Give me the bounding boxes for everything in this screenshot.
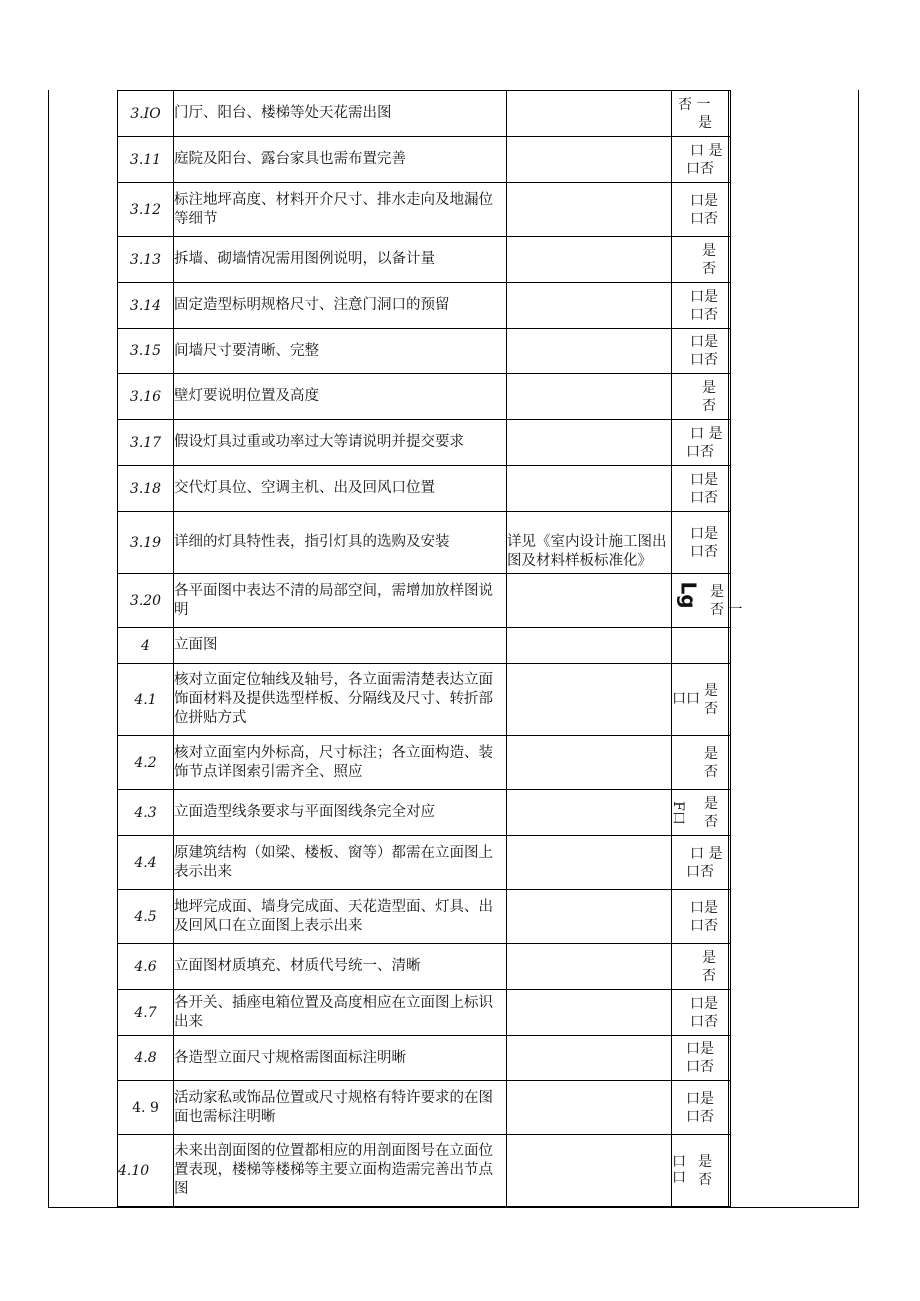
check-text: 口否 (690, 306, 718, 323)
check-text: 口否 (690, 489, 718, 506)
item-description: 门厅、阳台、楼梯等处天花需出图 (174, 91, 507, 137)
checklist-row (118, 329, 731, 374)
checklist-row (118, 420, 731, 466)
item-number: 4.2 (118, 736, 174, 790)
item-remark (507, 836, 672, 890)
item-number: 3.19 (118, 512, 174, 574)
check-text: 否 (702, 967, 716, 984)
checklist-row (118, 183, 731, 237)
check-text: 口否 (690, 210, 718, 227)
item-remark (507, 1135, 672, 1207)
check-text: 口是 (686, 1090, 714, 1107)
check-text: 口否 (686, 863, 714, 880)
check-text: 口是 (690, 471, 718, 488)
check-text: 口否 (686, 443, 714, 460)
item-number: 4.4 (118, 836, 174, 890)
item-number: 4 (118, 628, 174, 664)
item-description: 核对立面定位轴线及轴号，各立面需清楚表达立面饰面材料及提供选型样板、分隔线及尺寸、转折部位拼贴方式 (174, 664, 507, 736)
item-remark (507, 420, 672, 466)
item-remark (507, 374, 672, 420)
yes-no-checkbox[interactable] (672, 1081, 729, 1135)
item-number: 4.5 (118, 890, 174, 944)
item-remark: 详见《室内设计施工图出图及材料样板标准化》 (507, 512, 672, 574)
check-text: 口否 (690, 1013, 718, 1030)
item-number: 3.14 (118, 283, 174, 329)
item-number: 4.8 (118, 1036, 174, 1081)
item-remark (507, 237, 672, 283)
check-text: 否 一 (710, 601, 743, 618)
item-number: 3.17 (118, 420, 174, 466)
item-description: 间墙尺寸要清晰、完整 (174, 329, 507, 374)
check-text: 否 (698, 1171, 712, 1188)
checklist-row (118, 790, 731, 836)
yes-no-checkbox[interactable] (672, 329, 729, 374)
yes-no-checkbox[interactable] (672, 283, 729, 329)
yes-no-checkbox[interactable] (672, 137, 729, 183)
item-description: 固定造型标明规格尺寸、注意门洞口的预留 (174, 283, 507, 329)
yes-no-checkbox[interactable] (672, 512, 729, 574)
item-number: 3.18 (118, 466, 174, 512)
item-remark (507, 990, 672, 1036)
review-checklist-table (117, 90, 743, 1207)
item-number: 3.15 (118, 329, 174, 374)
check-text: 口否 (686, 1108, 714, 1125)
check-text: 口口 (672, 691, 700, 707)
yes-no-checkbox[interactable] (672, 836, 729, 890)
check-text: 口是 (690, 995, 718, 1012)
checklist-row (118, 990, 731, 1036)
item-description: 各平面图中表达不清的局部空间，需增加放样图说明 (174, 574, 507, 628)
checklist-row (118, 628, 731, 664)
checklist-row (118, 283, 731, 329)
checklist-row (118, 91, 731, 137)
item-description: 地坪完成面、墙身完成面、天花造型面、灯具、出及回风口在立面图上表示出来 (174, 890, 507, 944)
yes-no-checkbox[interactable] (672, 374, 729, 420)
item-description: 交代灯具位、空调主机、出及回风口位置 (174, 466, 507, 512)
section-heading: 立面图 (174, 628, 507, 664)
table-bottom-rule (48, 1207, 859, 1208)
item-description: 标注地坪高度、材料开介尺寸、排水走向及地漏位等细节 (174, 183, 507, 237)
item-number: 3.11 (118, 137, 174, 183)
item-description: 活动家私或饰品位置或尺寸规格有特许要求的在图面也需标注明晰 (174, 1081, 507, 1135)
check-text: 是 (704, 795, 718, 812)
outer-border-left (48, 90, 49, 1208)
check-text: 是 (698, 1153, 712, 1170)
item-number: 3.12 (118, 183, 174, 237)
item-number: 3.20 (118, 574, 174, 628)
item-remark (507, 466, 672, 512)
item-description: 拆墙、砌墙情况需用图例说明，以备计量 (174, 237, 507, 283)
item-remark (507, 628, 672, 664)
item-number: 3.13 (118, 237, 174, 283)
yes-no-checkbox[interactable] (672, 736, 729, 790)
checklist-row (118, 137, 731, 183)
checklist-row (118, 836, 731, 890)
check-text: 否 (704, 763, 718, 780)
item-remark (507, 329, 672, 374)
yes-no-checkbox[interactable] (669, 790, 729, 836)
check-text: F口 (669, 801, 686, 825)
item-remark (507, 664, 672, 736)
check-text: Lg (676, 581, 701, 609)
check-text: 口 是 (690, 845, 723, 862)
yes-no-checkbox[interactable] (672, 91, 729, 137)
item-number: 3.IO (118, 91, 174, 137)
item-description: 立面造型线条要求与平面图线条完全对应 (174, 790, 507, 836)
checklist-row (118, 574, 731, 628)
item-description: 详细的灯具特性表，指引灯具的选购及安装 (174, 512, 507, 574)
check-text: 是 (702, 379, 716, 396)
check-text: 口 是 (690, 425, 723, 442)
checklist-row (118, 374, 731, 420)
item-remark (507, 890, 672, 944)
item-number: 4.7 (118, 990, 174, 1036)
checklist-row (118, 237, 731, 283)
item-remark (507, 183, 672, 237)
check-text: 是 (702, 949, 716, 966)
checklist-row (118, 512, 731, 574)
check-text: 口是 (690, 192, 718, 209)
check-text: 是 (710, 583, 724, 600)
yes-no-checkbox[interactable] (672, 1036, 729, 1081)
check-text: 口否 (690, 917, 718, 934)
checklist-row (118, 890, 731, 944)
yes-no-checkbox[interactable] (672, 1135, 729, 1207)
check-text: 口是 (690, 334, 718, 350)
check-text: 口否 (690, 543, 718, 560)
check-text: 否 (702, 397, 716, 414)
check-text: 是 (702, 242, 716, 259)
item-description: 核对立面室内外标高，尺寸标注；各立面构造、装饰节点详图索引需齐全、照应 (174, 736, 507, 790)
check-text: 口 (672, 1154, 686, 1170)
yes-no-checkbox[interactable] (672, 466, 729, 512)
item-description: 各开关、插座电箱位置及高度相应在立面图上标识出来 (174, 990, 507, 1036)
checklist-row (118, 466, 731, 512)
check-text: 否 一 (678, 96, 711, 113)
empty-check-cell (672, 628, 729, 664)
check-text: 口否 (686, 160, 714, 177)
item-number: 4.3 (118, 790, 174, 836)
yes-no-checkbox[interactable] (672, 183, 729, 237)
yes-no-checkbox[interactable] (672, 944, 729, 990)
outer-border-right (858, 90, 859, 1208)
item-description: 庭院及阳台、露台家具也需布置完善 (174, 137, 507, 183)
check-text: 口否 (686, 1059, 714, 1075)
item-number: 4. 9 (118, 1081, 174, 1135)
item-number: 4.10 (118, 1135, 174, 1207)
item-description: 原建筑结构（如梁、楼板、窗等）都需在立面图上表示出来 (174, 836, 507, 890)
checklist-row (118, 944, 731, 990)
item-description: 假设灯具过重或功率过大等请说明并提交要求 (174, 420, 507, 466)
item-remark (507, 736, 672, 790)
check-text: 口是 (686, 1041, 714, 1057)
item-remark (507, 944, 672, 990)
check-text: 口否 (690, 352, 718, 368)
item-remark (507, 1036, 672, 1081)
check-text: 否 (702, 260, 716, 277)
item-number: 4.6 (118, 944, 174, 990)
yes-no-checkbox[interactable] (672, 890, 729, 944)
yes-no-checkbox[interactable] (672, 990, 729, 1036)
check-text: 口 是 (690, 142, 723, 159)
yes-no-checkbox[interactable] (672, 420, 729, 466)
item-number: 4.1 (118, 664, 174, 736)
item-description: 未来出剖面图的位置都相应的用剖面图号在立面位置表现，楼梯等楼梯等主要立面构造需完善出节点图 (174, 1135, 507, 1207)
check-text: 口是 (690, 899, 718, 916)
item-description: 立面图材质填充、材质代号统一、清晰 (174, 944, 507, 990)
check-text: 是 (704, 682, 718, 699)
checklist-row (118, 1135, 731, 1207)
item-remark (507, 1081, 672, 1135)
check-text: 口是 (690, 525, 718, 542)
yes-no-checkbox[interactable] (672, 664, 729, 736)
yes-no-checkbox[interactable] (672, 237, 729, 283)
check-text: 是 (704, 745, 718, 762)
checklist-row (118, 664, 731, 736)
check-text: 是 (698, 114, 712, 131)
item-description: 壁灯要说明位置及高度 (174, 374, 507, 420)
check-text: 否 (704, 700, 718, 717)
check-text: 否 (704, 813, 718, 830)
yes-no-checkbox[interactable] (672, 574, 743, 628)
item-remark (507, 790, 672, 836)
item-description: 各造型立面尺寸规格需图面标注明晰 (174, 1036, 507, 1081)
item-remark (507, 91, 672, 137)
item-remark (507, 574, 672, 628)
item-number: 3.16 (118, 374, 174, 420)
check-text: 口是 (690, 288, 718, 305)
checklist-row (118, 1036, 731, 1081)
item-remark (507, 283, 672, 329)
checklist-row (118, 736, 731, 790)
item-remark (507, 137, 672, 183)
check-text: 口 (672, 1170, 686, 1186)
checklist-row (118, 1081, 731, 1135)
